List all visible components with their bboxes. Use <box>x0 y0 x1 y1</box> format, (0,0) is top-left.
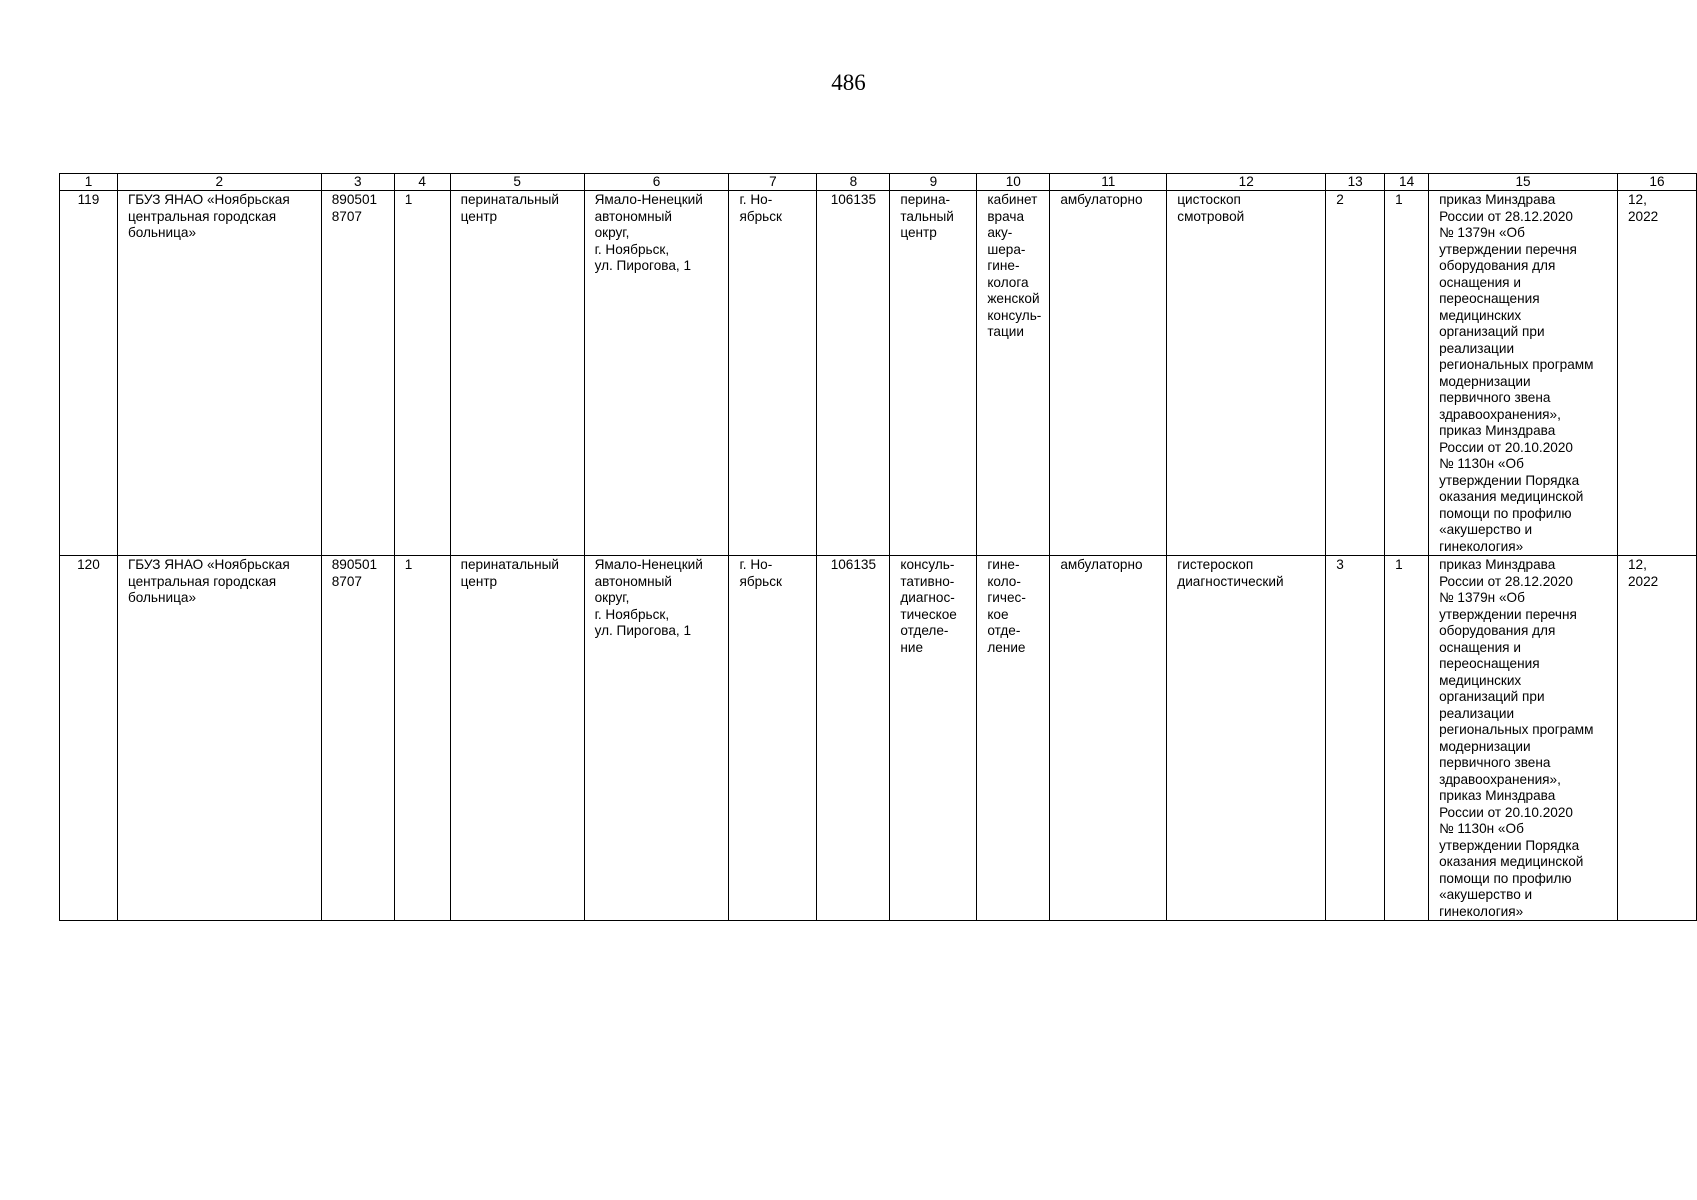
equipment-table <box>59 173 1697 921</box>
facility-type-cell: перинатальный центр <box>450 556 584 921</box>
address-cell: Ямало-Ненецкий автономный округ, г. Ноябрьск, ул. Пирогова, 1 <box>584 556 729 921</box>
unit-cell: гине- коло- гичес- кое отде- ление <box>977 556 1050 921</box>
column-header: 11 <box>1050 174 1167 191</box>
legal-basis-cell: приказ Минздрава России от 28.12.2020 № 1379н «Об утверждении перечня оборудования для оснащения и переоснащения медицинских организаций при реализации региональных программ модернизации первичного звена здравоохранения», приказ Минздрава России от 20.10.2020 № 1130н «Об утверждении Порядка оказания медицинской помощи по профилю «акушерство и гинекология» <box>1429 191 1618 556</box>
legal-basis-cell: приказ Минздрава России от 28.12.2020 № 1379н «Об утверждении перечня оборудования для оснащения и переоснащения медицинских организаций при реализации региональных программ модернизации первичного звена здравоохранения», приказ Минздрава России от 20.10.2020 № 1130н «Об утверждении Порядка оказания медицинской помощи по профилю «акушерство и гинекология» <box>1429 556 1618 921</box>
care-mode-cell: амбулаторно <box>1050 191 1167 556</box>
inn-cell: 890501 8707 <box>321 556 394 921</box>
equipment-cell: цистоскоп смотровой <box>1167 191 1326 556</box>
city-cell: г. Но- ябрьск <box>729 191 817 556</box>
cell-col14: 1 <box>1385 556 1429 921</box>
column-header: 5 <box>450 174 584 191</box>
column-header: 15 <box>1429 174 1618 191</box>
column-header: 2 <box>117 174 321 191</box>
date-cell: 12, 2022 <box>1617 191 1696 556</box>
cell-col13: 3 <box>1326 556 1385 921</box>
column-header: 6 <box>584 174 729 191</box>
organization-cell: ГБУЗ ЯНАО «Ноябрьская центральная городская больница» <box>117 556 321 921</box>
unit-cell: кабинет врача aку- шера- гине- колога женской консуль- тации <box>977 191 1050 556</box>
address-cell: Ямало-Ненецкий автономный округ, г. Ноябрьск, ул. Пирогова, 1 <box>584 191 729 556</box>
organization-cell: ГБУЗ ЯНАО «Ноябрьская центральная городская больница» <box>117 191 321 556</box>
page-number: 486 <box>831 70 866 95</box>
column-header: 16 <box>1617 174 1696 191</box>
division-cell: консуль- тативно- диагнос- тическое отделе- ние <box>890 556 977 921</box>
column-header: 3 <box>321 174 394 191</box>
table-row <box>60 191 1697 556</box>
row-number-cell: 120 <box>60 556 118 921</box>
column-header: 9 <box>890 174 977 191</box>
column-header: 12 <box>1167 174 1326 191</box>
city-cell: г. Но- ябрьск <box>729 556 817 921</box>
cell-col14: 1 <box>1385 191 1429 556</box>
column-header: 1 <box>60 174 118 191</box>
cell-col4: 1 <box>394 556 450 921</box>
code-cell: 106135 <box>817 556 890 921</box>
row-number-cell: 119 <box>60 191 118 556</box>
cell-col4: 1 <box>394 191 450 556</box>
column-header: 8 <box>817 174 890 191</box>
column-header: 7 <box>729 174 817 191</box>
column-number-header-row <box>60 174 1697 191</box>
column-header: 4 <box>394 174 450 191</box>
code-cell: 106135 <box>817 191 890 556</box>
facility-type-cell: перинатальный центр <box>450 191 584 556</box>
column-header: 13 <box>1326 174 1385 191</box>
division-cell: перина- тальный центр <box>890 191 977 556</box>
inn-cell: 890501 8707 <box>321 191 394 556</box>
table-row <box>60 556 1697 921</box>
care-mode-cell: амбулаторно <box>1050 556 1167 921</box>
date-cell: 12, 2022 <box>1617 556 1696 921</box>
equipment-cell: гистероскоп диагностический <box>1167 556 1326 921</box>
column-header: 10 <box>977 174 1050 191</box>
cell-col13: 2 <box>1326 191 1385 556</box>
column-header: 14 <box>1385 174 1429 191</box>
